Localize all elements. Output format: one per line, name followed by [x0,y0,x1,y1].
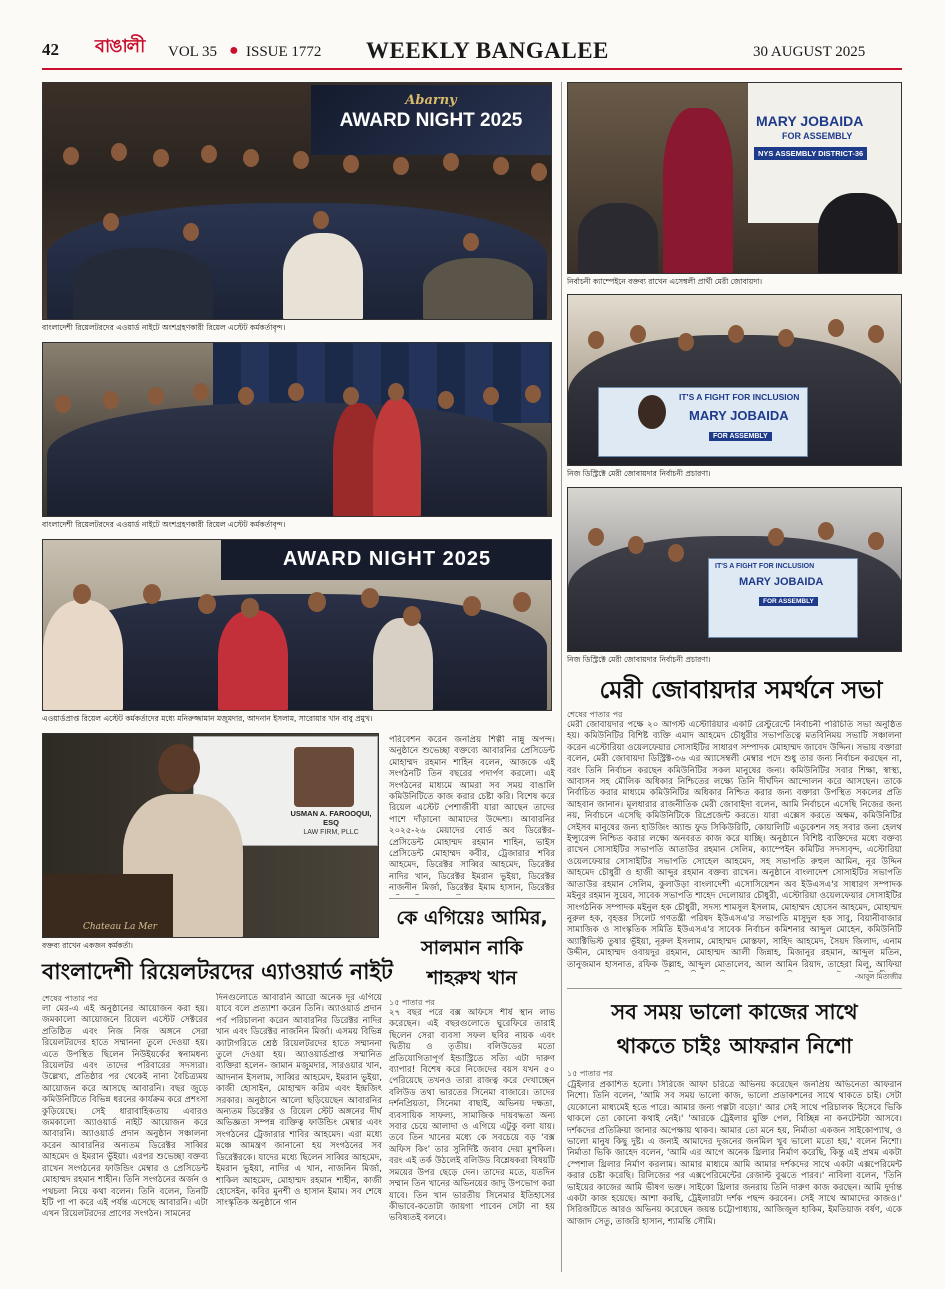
campaign-banner-2: IT'S A FIGHT FOR INCLUSION MARY JOBAIDA FOR ASSEMBLY [708,558,858,638]
afran-continued: ১৫ পাতার পর [567,1069,613,1078]
projector-slide: USMAN A. FAROOQUI, ESQ LAW FIRM, PLLC [193,736,378,846]
mary-body: মেরী জোবায়দার পক্ষে ২০ আগস্ট এস্টোরিয়ার একটি রেস্টুরেন্টে নির্বাচনী পরিচিতি সভা অনুষ্ঠিত হয়। কমিউনিটির বিশিষ্ট ব্যক্তি এমাদ আহমেদ চৌধুরীর সভাপতিত্বে মতবিনিময় সভাটি সঞ্চালনা করেন এস্টোরিয়া ওয়েলফেয়ার সোসাইটির সাধারণ সম্পাদক মোহাম্মদ জাবেদ উদ্দিন। সভায় বক্তারা বলেন, মেরী জোবায়দা ডিস্ট্রিক্ট-৩৬ এর অ্যাসেম্বলী মেম্বার পদে শুধু তার জন্য নির্বাচন করছেন না, বরং তিনি নির্বাচন করছেন কমিউনিটির সকল মানুষের জন্য। কমিউনিটির সবার শিক্ষা, স্বাস্থ্য, আবাসন সহ মৌলিক অধিকার নিশ্চিতের লক্ষ্যে তিনি দীর্ঘদিন আন্দোলন করে আসছেন। তাকে নির্বাচিত করার মাধ্যমে কমিউনিটির অধিকার নিশ্চিত করার জন্য বক্তারা উপস্থিত সকলের প্রতি আহবান জানান। মূলধারার রাজনীতিক মেরী জোবাইদা বলেন, আমি নির্বাচনে এসেছি নিজের জন্য নয়, নির্বাচনে এসেছি কমিউনিটিকে রিপ্রেজেন্ট করতে। যারা এক্সেস করতে অক্ষম, কমিউনিটির সেইসব মানুষের জন্য হাউজিং অ্যান্ড ফুড সিকিউরিটি, কোয়ালিটি এডুকেশন সহ সবার জন্য হেলথ ইন্স্যুরেন্স নিশ্চিত করার লক্ষ্যে অনবরত কাজ করে যাচ্ছি। অনুষ্ঠানে বিশিষ্ট ব্যক্তিদের মধ্যে বক্তব্য রাখেন সোসাইটির সভাপতি আতাউর রহমান সেলিম, ক্যাম্পেইন কমিটির সদস্যবৃন্দ, এস্টোরিয়া ওয়েলফেয়ার সোসাইটির সভাপতি সোহেল আহমেদ, সহ সভাপতি রুহুল আমিন, নূর উদ্দিন আহমেদ চৌধুরী ও হাজী আব্দুর রহমান বক্তব্য রাখেন। অনুষ্ঠানে বাংলাদেশ সোসাইটির সভাপতি আতাউর রহমান সেলিম, কুলাউড়া বাংলাদেশী এসোসিয়েশন অব ইউএসএ'র সাধারণ সম্পাদক মইনুর রহমান সুয়েব, সাবেক সভাপতি শাহেদ দেলোয়ার চৌধুরী, এস্টোরিয়া ওয়েলফেয়ার সোসাইটির সাংগঠনিক সম্পাদক মইনুল হক চৌধুরী, সদস্য শামসুল ইসলাম, মোহাম্মদ হোসেন আহমেদ, মোহাম্মদ নুরুল হক, বৃহত্তর সিলেট গণতন্ত্রী পরিষদ ইউএসএ'র সভাপতি মাসুদুল হক সাবু, বিয়ানীবাজার সামাজিক ও সাংস্কৃতিক সমিতি ইউএসএ'র সাবেক নির্বাচন কমিশনার আব্দুল মোহেন, কমিউনিটি অ্যাক্টিভিস্ট তুষার ভূঁইয়া, নূরুল ইসলাম, মোহাম্মদ মোস্তফা, সাহিদ আহমেদ, সৈয়দ জিলাদ, এনাম উদ্দীন, মোহাম্মদ ওবায়দুর রহমান, মোহাম্মদ আলী জিন্নাহ, মিজানুর রহমান, আব্দুল মতিন, তানুজমান হাসনাত, রফিক উল্লাহ, আব্দুল মোতালেব, আল আমিন রিয়াদ, তাহেরা মিলু, আফিয়া [567,720,902,970]
photo-speaker-podium [42,733,379,938]
campaign-banner: IT'S A FIGHT FOR INCLUSION MARY JOBAIDA FOR ASSEMBLY [598,387,808,457]
realtors-column-2: দিনগুলোতে আবারনি আরো অনেক দূর এগিয়ে যাবে বলে প্রত্যাশা করেন তিনি। অ্যাওয়ার্ড প্রদান পর্ব পরিচালনা করেন আবারনির ডিরেক্টর নাদির খান এবং ডিরেক্টর নাজনিন মির্জা। এসময় বিভিন্ন ক্যাটাগরিতে শ্রেষ্ঠ রিয়েলটরদের হাতে সম্মাননা তুলে দেওয়া হয়। অ্যাওয়ার্ডপ্রাপ্ত সম্মানিত ব্যক্তিরা হলেন- জামান মজুমদার, সারওয়ার খান, আদনান ইসলাম, সাব্বির আহমেদ, ইমরান ভুইয়া, কাজী হোসাইন, মোহাম্মদ করিম এবং ইন্দ্রজিৎ সরকার। অনুষ্ঠানে আলো ছড়িয়েছেন আবারনির অন্যতম ডিরেক্টর ও রিয়েল স্টেট অঙ্গনের দীর্ঘ অভিজ্ঞতা সম্পন্ন ব্যক্তিত্ব ফাউন্ডিং মেম্বার এবং সংগঠনের ট্রেজারার শাবির আহমেদ। এরা মধ্যে মঞ্চে আমন্ত্রণ জানানো হয় সংগঠনের সব ডিরেক্টরকে। যাদের মধ্যে ছিলেন সাব্বির আহমেদ, ইমরান ভুইয়া, নাদির এ খান, নাজনিন মির্জা, শাকিল আহমেদ, মোহাম্মদ রহমান শাহীন, কাজী হোসেইন, কবির মুনশী ও হাসান ইমাম। সব শেষে সাংস্কৃতিক অনুষ্ঠানে গান [216,993,382,1209]
bullet-dot-icon: ● [229,42,239,59]
photo-caption-3: এওয়ার্ডপ্রাপ্ত রিয়েল এস্টেট কর্মকর্তাদের মধ্যে মনিরুজ্জামান মজুমদার, আদনান ইসলাম, সারোয়ার খান বাবু প্রমুখ। [42,714,373,723]
mary-credit: -আবুল মিতাজীর [854,973,902,981]
issue-date: 30 AUGUST 2025 [753,44,866,60]
amir-continued: ১৫ পাতার পর [389,998,435,1007]
amir-headline-line-1: কে এগিয়েঃ আমির, [396,907,548,929]
realtors-headline: বাংলাদেশী রিয়েলটরদের এ্যাওয়ার্ড নাইট [42,960,393,985]
realtors-column-1: লা মের-এ এই অনুষ্ঠানের আয়োজন করা হয়। জমকালো আয়োজনে রিয়েল এস্টেট সেক্টরের প্রতিষ্ঠিত এবং নিজ নিজ অঙ্গনে সেরা রিয়েলটরদের হাতে সম্মাননা তুলে দেওয়া হয়। এতে উপস্থিত ছিলেন নিউইয়র্কের স্বনামধন্য রিয়েলটর এবং তাদের পরিবারের সদস্যরা। উল্লেখ্য, প্রতিষ্ঠার পর থেকেই নানা বৈচিত্র্যময় আয়োজন করে আসছে আবারনি। বছর জুড়ে কমিউনিটিতে বিভিন্ন ধরনের কার্যক্রম করে প্রশংসা কুড়িয়েছে। সেই ধারাবাহিকতায় এবারও জমকালো অ্যাওয়ার্ড নাইট আয়োজন করে আবারনি। অ্যাওয়ার্ড প্রদান অনুষ্ঠান সঞ্চালনা করেন আবারনির অন্যতম ডিরেক্টর সাব্বির আহমেদ ও ইমরান ভুঁইয়া। এরপর শুভেচ্ছা বক্তব্য রাখেন সংগঠনের ফাউন্ডিং মেম্বার ও প্রেসিডেন্ট মোহাম্মদ রহমান শাহীন। তিনি সংগঠনের অর্জন ও পথচলা নিয়ে কথা বলেন। তিনি বলেন, তিনটি ইটি পা পা করে এই পর্যন্ত এসেছে আবারনি। এটা এখন রিয়েলটরদের প্রাণের সংগঠন। সামনের [42,1004,208,1220]
afran-headline-line-1: সব সময় ভালো কাজের সাথে [611,1000,858,1024]
photo-caption-right-2: নিজ ডিস্ট্রিক্টে মেরী জোবায়দার নির্বাচনী প্রচারণা। [567,469,711,478]
photo-caption-4: বক্তব্য রাখেন একজন কর্মকর্তা। [42,941,133,950]
divider-2 [567,988,902,989]
mary-headline: মেরী জোবায়দার সমর্থনে সভা [599,676,883,704]
photo-caption-1: বাংলাদেশী রিয়েলটরদের এওয়ার্ড নাইটে অংশগ্রহণকারী রিয়েল এস্টেট কর্মকর্তাবৃন্দ। [42,323,286,332]
photo-caption-2: বাংলাদেশী রিয়েলটরদের এওয়ার্ড নাইটে অংশগ্রহণকারী রিয়েল এস্টেট কর্মকর্তাবৃন্দ। [42,520,286,529]
column-divider [561,82,562,1272]
page-header [0,0,945,72]
photo-mary-jobaida-speech [567,82,902,274]
amir-headline-line-3: শাহরুখ খান [427,967,517,989]
paper-name: WEEKLY BANGALEE [366,38,609,63]
award-night-banner-3: AWARD NIGHT 2025 [221,540,552,580]
photo-award-recipients [42,539,552,711]
photo-campaign-rally-1 [567,294,902,466]
amir-body: ২৭ বছর পরে বক্স অফিসে শীর্ষ স্থান লাভ করেছেন। এই বছরগুলোতে ঘুরেফিরে তারাই ছিলেন সেরা ব্যবসা সফল ছবির নায়ক এবং দ্বিতীয় ও তৃতীয়। বলিউডের মতো প্রতিযোগিতাপূর্ণ ইন্ডাস্ট্রিতে সত্যি এটা দারুণ ব্যাপার! বিশেষ করে নিজেদের বয়স যখন ৫০ পেরিয়েছে তখনও তারা রাজত্ব করে দেখাচ্ছেন বলিউড তথা ভারতের সিনেমা বাজারে। তাদের দর্শনপ্রিয়তা, সিনেমা বাছাই, অভিনয় দক্ষতা, ব্যবসায়িক সাফল্য, সামাজিক দায়বদ্ধতা অন্য সবার চেয়ে আলাদা ও এগিয়ে এটুকু বলা যায়। তবে তিন খানের মধ্যে কে সবচেয়ে বড় ‘বক্স অফিস কিং’ তার সুনির্দিষ্ট জবাব দেয়া মুশকিল। বরং এই তর্ক উঠলেই বলিউড বিশ্লেষকরা বিষয়টি সময়ের উপর ছেড়ে দেন। তাদের মতে, যতদিন সম্মান তিন খানের অভিনয়ের জাদু উপভোগ করা যাবে। তিন খান ভারতীয় সিনেমার ইতিহাসের কীভাবে-কতোটা জায়গা পাবেন সেটা না হয় ভবিষ্যতই বলবে। [389,1008,555,1224]
candidate-figure [663,108,733,274]
newspaper-logo: বাঙালী [95,36,145,57]
photo-award-night-group-1 [42,82,552,320]
mary-continued: শেষের পাতার পর [567,710,623,719]
podium: Chateau La Mer [43,874,173,938]
campaign-sign: MARY JOBAIDA FOR ASSEMBLY NYS ASSEMBLY DISTRICT-36 [748,83,902,223]
realtors-column-3: পরিবেশন করেন জনপ্রিয় শিল্পী নান্নু অপন্দ। অনুষ্ঠানে শুভেচ্ছা বক্তব্যে আবারনির প্রেসিডেন্ট মোহাম্মদ রহমান শাহিন বলেন, আজকে এই সংগঠনটি তিন বছরের পদার্পণ করলো। এই সংগঠনের মাধ্যমে আমরা সব সময় বাঙালি কমিউনিটিতে কাজ করার চেষ্টা করি। বিশেষ করে রিয়েল এস্টেট পেশাজীবী যারা আছেন তাদের পাশে দাঁড়ানো আমাদের উদ্দেশ্য। আবারনির ২০২৫-২৬ মেয়াদের বোর্ড অব ডিরেক্টর- প্রেসিডেন্ট মোহাম্মদ রহমান শাহিন, ভাইস প্রেসিডেন্ট মোহাম্মদ কবীর, ট্রেজারার শবির আহমেদ, ডিরেক্টর সাব্বির আহমেদ, ডিরেক্টর নাদির খান, ডিরেক্টর ইমরান ভুইয়া, ডিরেক্টর নাজনীন মির্জা, ডিরেক্টর ইমাম হাসান, ডিরেক্টর [389,735,555,894]
award-night-banner: Abarny AWARD NIGHT 2025 [311,85,551,155]
photo-award-night-group-2 [42,342,552,517]
amir-headline-line-2: সালমান নাকি [421,937,523,959]
page-number: 42 [42,40,59,59]
photo-caption-right-1: নির্বাচনী ক্যাম্পেইনে বক্তব্য রাখেন এসেম্বলী প্রার্থী মেরী জোবায়দা। [567,277,763,286]
photo-campaign-rally-2 [567,487,902,652]
divider [389,898,555,899]
issue-label: ISSUE 1772 [246,44,322,60]
afran-headline-line-2: থাকতে চাইঃ আফরান নিশো [616,1034,853,1058]
header-rule [42,68,902,70]
afran-body: ট্রেইলার প্রকাশিত হলো। সিরিজে আফা চরিত্রে অভিনয় করেছেন জনপ্রিয় অভিনেতা আফরান নিশো। তিনি বলেন, 'আমি সব সময় ভালো কাজ, ভালো প্রডাকশনের সাথে থাকতে চাই। সেটা যেকোনো মাধ্যমেই হতে পারে। আমার জন্য গল্পটা বড়ো।' আর সেই সাথে পরিচালক হিসেবে ভিকি থাকলে তো কোনো কথাই নেই।' 'আরকে ট্রেইলার মুক্তি পেল, বিচ্ছিন্ন না কনটেন্টটা আসবে। দর্শকদের প্রতিক্রিয়া জানার অপেক্ষায় থাকব। আমার তো মনে হয়, নির্মাতা একজন সাইকোপ্যাথ, ও ভালো মানুষ কিছু দুষ্ট। এ জন্যই আমাদের দুজনের জনমিল খুব ভালো মতো হয়,' বলেন নিশো। নির্মাতা ভিকি জাহেদ বলেন, 'আমি এর আগে অনেক থ্রিলার নির্মাণ করেছি, কিন্তু এই প্রথম একটা স্পেশাল থ্রিলার নির্মাণ করলাম। আমার মাধ্যমে আমি আমার দর্শকদের সাথে একটা এক্সপেরিমেন্ট করার চেষ্টা করেছি। রিলিজের পর এক্সপেরিমেন্টের রেজাল্ট বুঝতে পারব।' নাবিলা বলেন, 'তিনি ভাইয়ের কাজের আমি ভীষণ ভক্ত। সাইকো থ্রিলার জনরায় তিনি দারুণ কাজ করছেন। আমি দুর্দান্ত একটা কাজ হয়েছে। আশা করছি, ট্রেইলারটা দর্শক পছন্দ করবেন। সেই সাথে আমাদের কাজও।' সিরিজটিতে আরও অভিনয় করেছেন জয়ন্ত চট্টোপাধ্যায়, আজিজুল হাকিম, ইমতিয়াজ বর্ষণ, একে আজাদ সেতু, তাজরি হাসান, শ্যামন্তি সৌমি। [567,1080,902,1227]
photo-caption-right-3: নিজ ডিস্ট্রিক্টে মেরী জোবায়দার নির্বাচনী প্রচারণা। [567,655,711,664]
volume-label: VOL 35 [168,44,218,60]
realtors-continued: শেষের পাতার পর [42,994,98,1003]
